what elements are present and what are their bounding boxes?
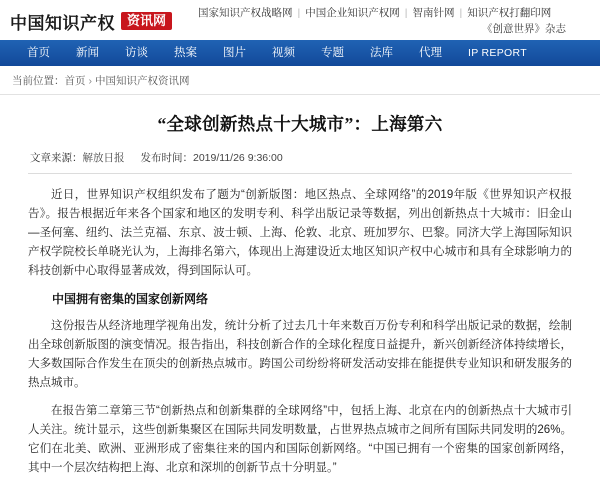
- article-paragraph: 在报告第二章第三节“创新热点和创新集群的全球网络”中，包括上海、北京在内的创新热点十大城市引人关注。统计显示，这些创新集聚区在国际共同发明数量，占世界热点城市之间所有国际共同发明的26%。它们在北美、欧洲、亚洲形成了密集往来的国内和国际创新网络。“中国已拥有一个密集的国家创新网络，其中一个层次结构把上海、北京和深圳的创新节点十分明显。”: [28, 405, 572, 474]
- article-body: [28, 186, 572, 478]
- header-links-row-1: [198, 5, 590, 21]
- nav-item-lawlibrary[interactable]: 法库: [370, 47, 393, 59]
- article-meta: [28, 150, 572, 165]
- nav-item-pictures[interactable]: 图片: [223, 47, 246, 59]
- article-subheading: 中国拥有密集的国家创新网络: [52, 292, 209, 306]
- nav-item-home[interactable]: 首页: [27, 47, 50, 59]
- header-link-2[interactable]: 中国企业知识产权网: [305, 7, 400, 19]
- nav-item-hotcases[interactable]: 热案: [174, 47, 197, 59]
- page-title: “全球创新热点十大城市”：上海第六: [157, 114, 443, 134]
- article: [0, 111, 600, 478]
- breadcrumb-separator: ›: [88, 75, 92, 87]
- article-date-value: 2019/11/26 9:36:00: [193, 152, 283, 164]
- nav-item-video[interactable]: 视频: [272, 47, 295, 59]
- article-date: [141, 150, 283, 165]
- main-navigation: [0, 40, 600, 66]
- header-link-separator: |: [404, 7, 408, 19]
- article-paragraph: 近日，世界知识产权组织发布了题为“创新版图：地区热点、全球网络”的2019年版《世界知识产权报告》。报告根据近年来各个国家和地区的发明专利、科学出版记录等数据，列出创新热点十大城市：旧金山—圣何塞、纽约、法兰克福、东京、波士顿、上海、伦敦、北京、班加罗尔、巴黎。同济大学上海国际知识产权学院校长单晓光认为，上海排名第六，体现出上海建设近太地区知识产权中心城市和具有全球影响力的科技创新中心取得显著成效，得到国际认可。: [28, 189, 572, 277]
- nav-item-news[interactable]: 新闻: [76, 47, 99, 59]
- article-source: [30, 150, 125, 165]
- breadcrumb-item-current[interactable]: 中国知识产权资讯网: [95, 75, 190, 87]
- article-date-label: 发布时间：: [140, 152, 193, 164]
- logo-badge: 资讯网: [121, 12, 172, 30]
- article-paragraph: 这份报告从经济地理学视角出发，统计分析了过去几十年来数百万份专利和科学出版记录的数据，绘制出全球创新版图的演变情况。报告指出，科技创新合作的全球化程度日益提升，新兴创新经济体持续增长，大多数国际合作发生在顶尖的创新热点城市。跨国公司纷纷将研发活动安排在能提供专业知识和研发服务的热点城市。: [28, 320, 572, 389]
- site-logo[interactable]: [10, 9, 172, 34]
- logo-text: 中国知识产权: [10, 13, 115, 33]
- breadcrumb: [0, 66, 600, 95]
- breadcrumb-prefix: 当前位置：: [12, 75, 65, 87]
- nav-item-agency[interactable]: 代理: [419, 47, 442, 59]
- site-masthead: [0, 0, 600, 40]
- article-source-value: 解放日报: [82, 152, 125, 164]
- header-links: [198, 5, 590, 37]
- nav-item-topics[interactable]: 专题: [321, 47, 344, 59]
- nav-item-ip-report[interactable]: IP REPORT: [468, 47, 527, 59]
- header-link-3[interactable]: 智南针网: [412, 7, 455, 19]
- header-link-separator: |: [297, 7, 301, 19]
- breadcrumb-item-home[interactable]: 首页: [64, 75, 86, 87]
- header-links-row-2: [198, 21, 590, 37]
- header-link-1[interactable]: 国家知识产权战略网: [198, 7, 293, 19]
- header-link-4[interactable]: 知识产权打翻印网: [467, 7, 552, 19]
- nav-item-interview[interactable]: 访谈: [125, 47, 148, 59]
- article-source-label: 文章来源：: [30, 152, 83, 164]
- header-link-separator: |: [459, 7, 463, 19]
- divider: [28, 173, 572, 174]
- header-link-5[interactable]: 《创意世界》杂志: [482, 23, 566, 35]
